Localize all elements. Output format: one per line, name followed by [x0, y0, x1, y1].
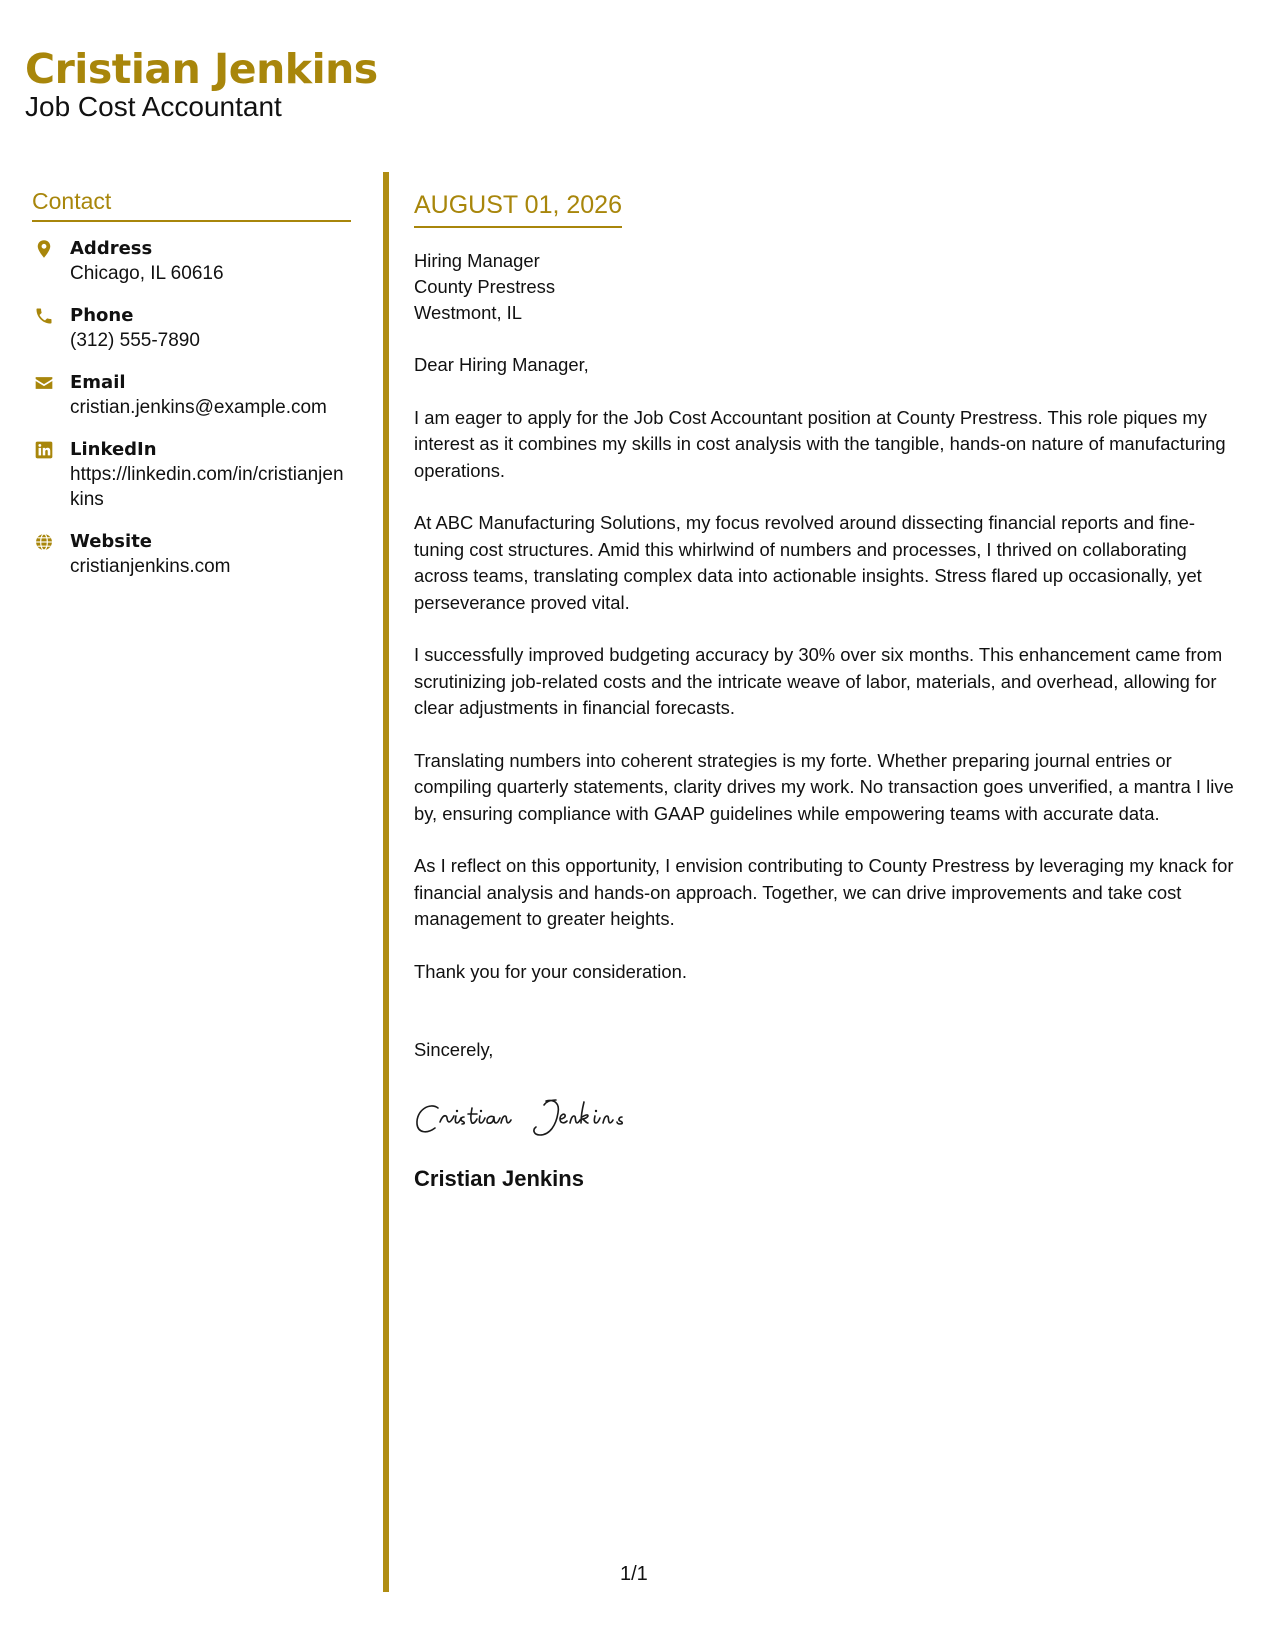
body-paragraph: I successfully improved budgeting accuracy by 30% over six months. This enhancement came from scrutinizing job-related costs and the intricate weave of labor, materials, and overhead, allowing for clear adjustments in financial forecasts.: [414, 644, 1223, 718]
salutation: Dear Hiring Manager,: [414, 354, 589, 375]
linkedin-icon: [32, 437, 70, 512]
thank-you-line: Thank you for your consideration.: [414, 960, 687, 982]
signer-name: Cristian Jenkins: [414, 1165, 584, 1191]
map-pin-icon: [32, 236, 70, 286]
body-paragraph: As I reflect on this opportunity, I envision contributing to County Prestress by leveraging my knack for financial analysis and hands-on approach. Together, we can drive improvements and take cost management to greater heights.: [414, 855, 1234, 929]
envelope-icon: [32, 370, 70, 420]
recipient-line: County Prestress: [414, 276, 556, 297]
contact-item-email: [32, 370, 351, 420]
contact-label: LinkedIn: [70, 439, 157, 460]
page-number: 1/1: [620, 1563, 648, 1585]
body-paragraph: I am eager to apply for the Job Cost Accountant position at County Prestress. This role piques my interest as it combines my skills in cost analysis with the tangible, hands-on nature of manufacturing operations.: [414, 406, 1226, 481]
letter-date: AUGUST 01, 2026: [414, 190, 622, 228]
contact-heading: Contact: [32, 188, 351, 222]
contact-item-website: [32, 529, 351, 579]
contact-item-phone: [32, 303, 351, 353]
contact-label: Email: [70, 372, 126, 393]
letter-body: [414, 190, 1244, 1192]
contact-label: Address: [70, 238, 153, 259]
contact-value[interactable]: https://linkedin.com/in/cristianjenkins: [70, 464, 344, 510]
body-paragraph: At ABC Manufacturing Solutions, my focus revolved around dissecting financial reports and fine-tuning cost structures. Amid this whirlwind of numbers and processes, I thrived on collaborating across teams, translating complex data into actionable insights. Stress flared up occasionally, yet perseverance proved vital.: [414, 512, 1202, 613]
recipient-line: Westmont, IL: [414, 302, 522, 323]
applicant-job-title: Job Cost Accountant: [25, 91, 282, 123]
contact-label: Phone: [70, 305, 134, 326]
handwritten-signature: [414, 1086, 1244, 1144]
recipient-line: Hiring Manager: [414, 250, 540, 271]
contact-label: Website: [70, 531, 153, 552]
contact-value: (312) 555-7890: [70, 330, 200, 351]
contact-item-linkedin: [32, 437, 351, 512]
vertical-divider: [383, 172, 389, 1592]
applicant-name: Cristian Jenkins: [25, 45, 378, 93]
body-paragraph: Translating numbers into coherent strategies is my forte. Whether preparing journal entries or compiling quarterly statements, clarity drives my work. No transaction goes unverified, a mantra I live by, ensuring compliance with GAAP guidelines while empowering teams with accurate data.: [414, 749, 1234, 824]
closing: Sincerely,: [414, 1039, 494, 1060]
recipient-block: [414, 248, 1244, 326]
contact-list: [32, 236, 351, 579]
resume-header: [25, 46, 378, 123]
contact-value[interactable]: cristian.jenkins@example.com: [70, 397, 327, 418]
contact-item-address: [32, 236, 351, 286]
globe-icon: [32, 529, 70, 579]
contact-sidebar: [32, 188, 351, 596]
phone-icon: [32, 303, 70, 353]
contact-value: Chicago, IL 60616: [70, 263, 224, 284]
contact-value[interactable]: cristianjenkins.com: [70, 556, 231, 577]
